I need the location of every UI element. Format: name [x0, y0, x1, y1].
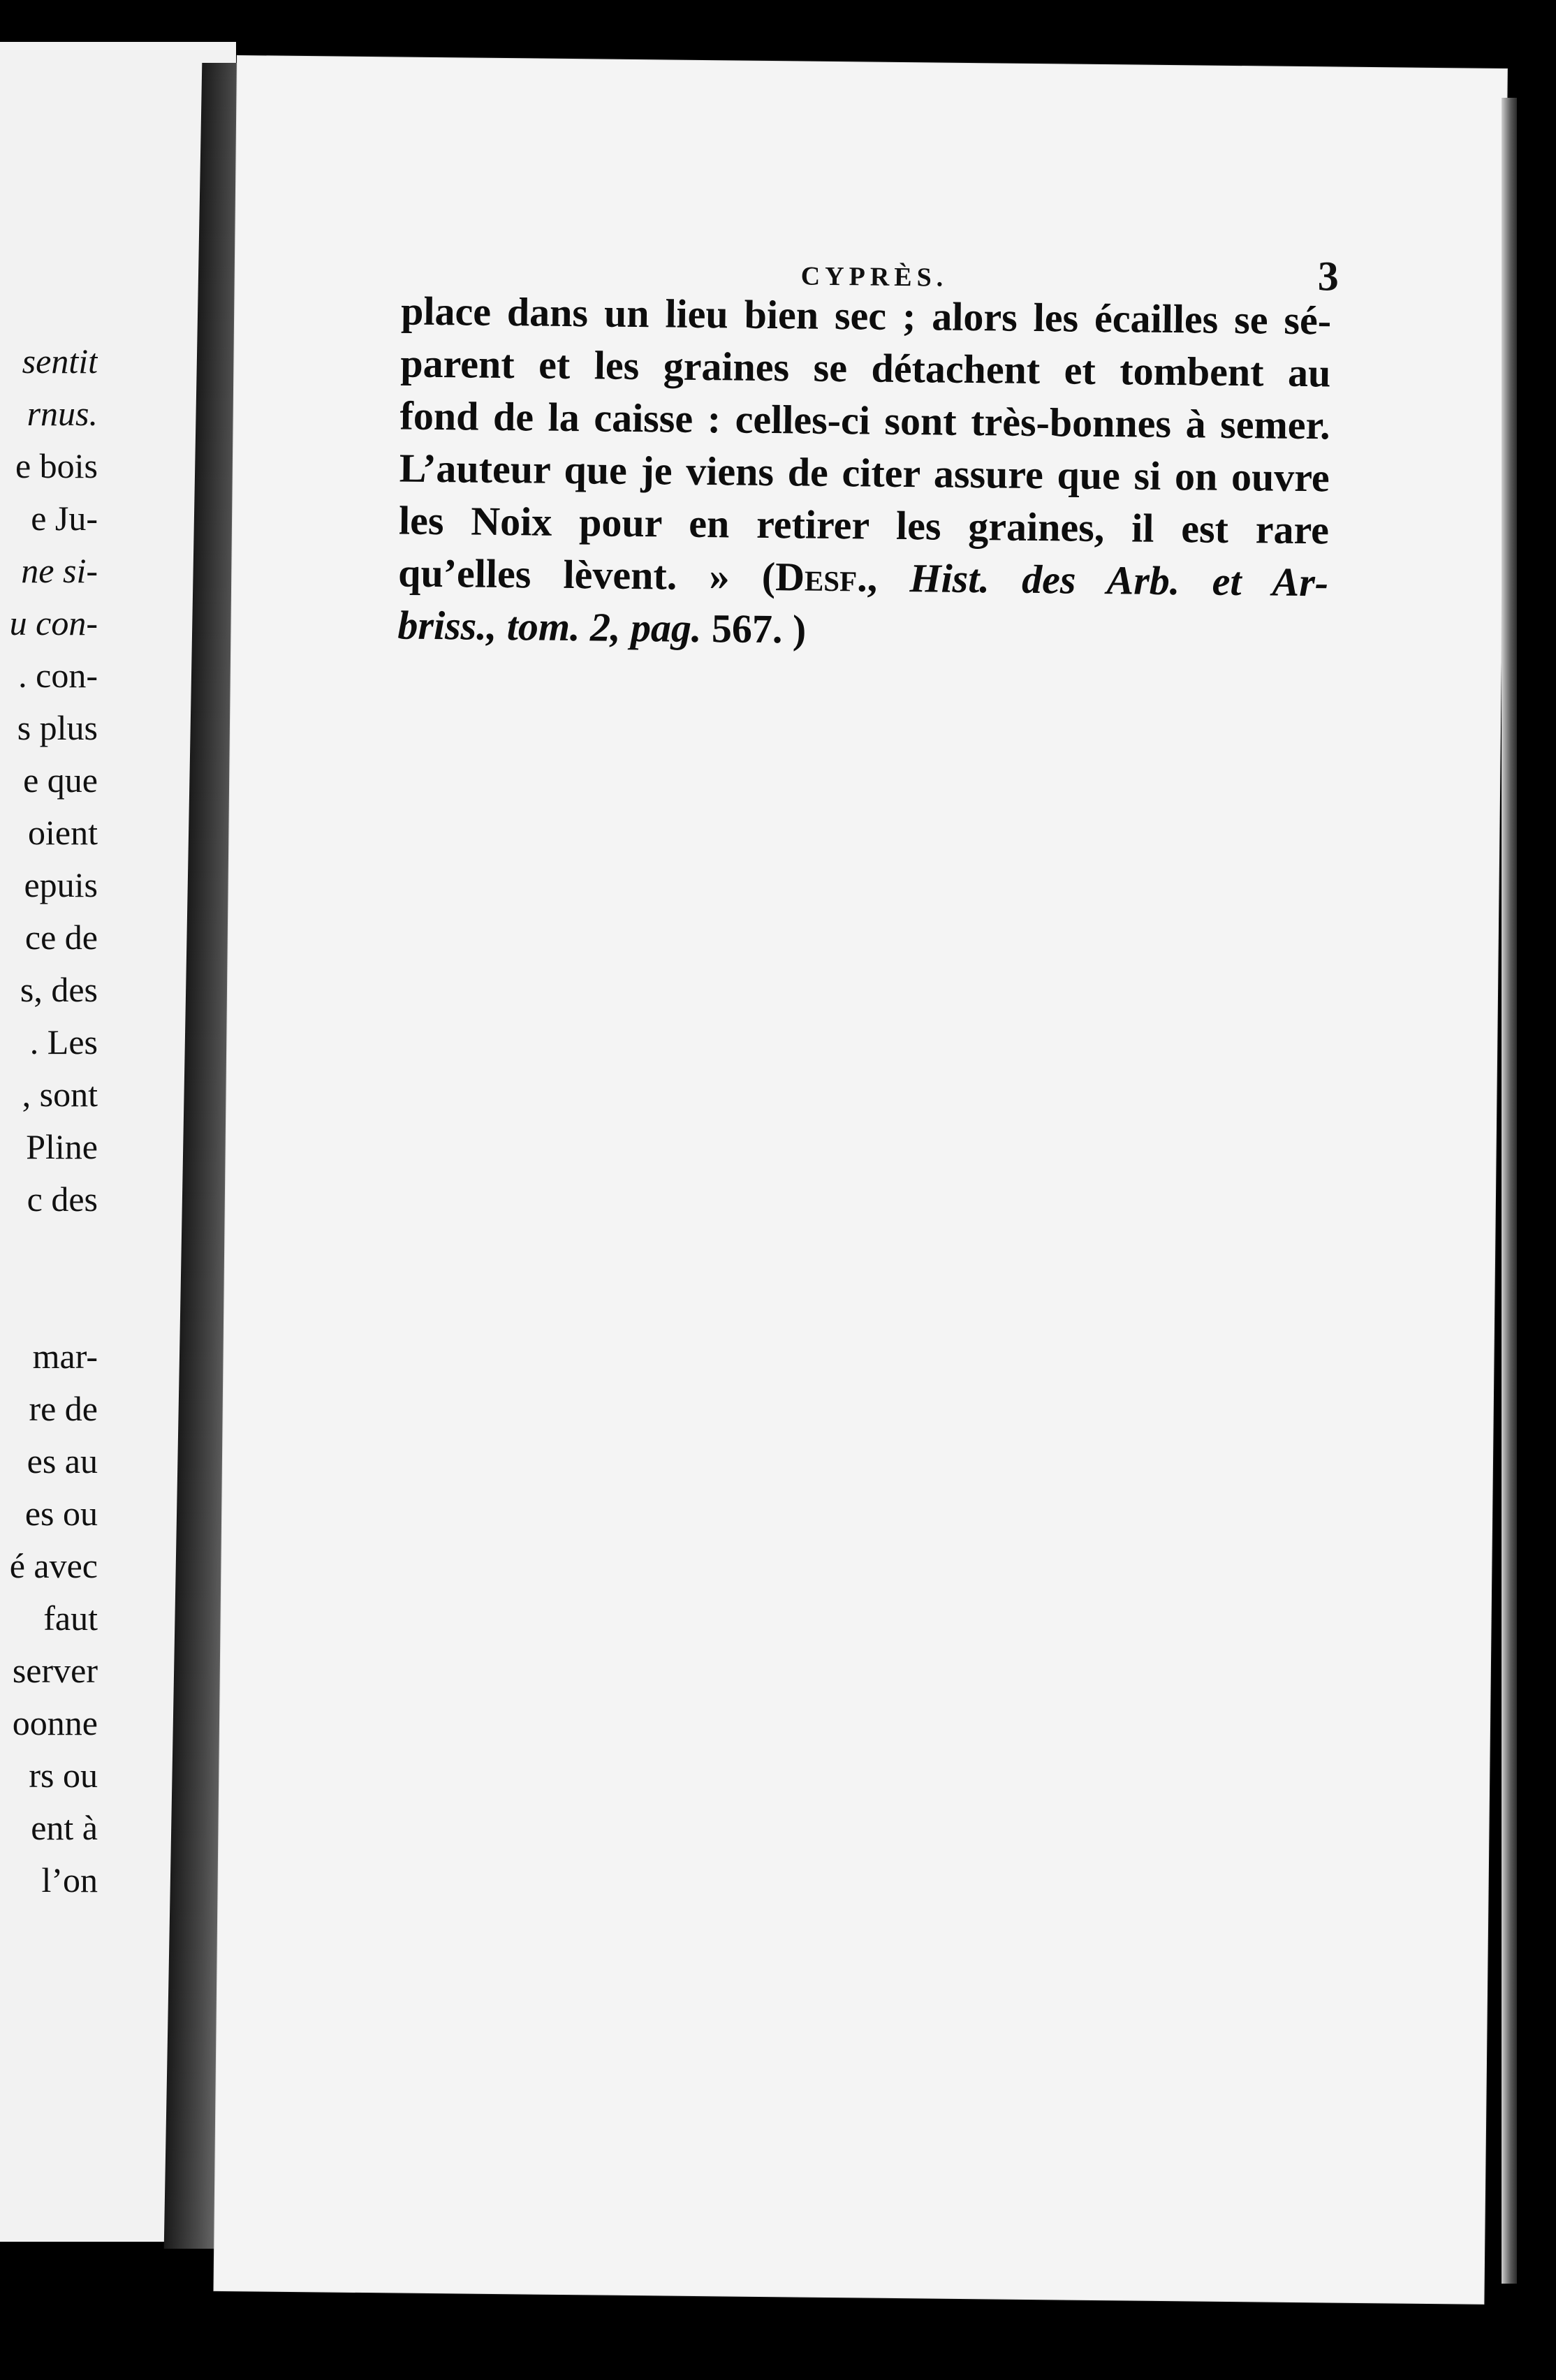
left-line: epuis: [24, 865, 98, 904]
left-line: e bois: [15, 446, 98, 485]
left-line: l’on: [41, 1860, 98, 1900]
left-line: server: [12, 1651, 98, 1690]
left-line: sentit: [22, 341, 98, 381]
left-line: re de: [29, 1389, 98, 1428]
left-line: faut: [43, 1599, 98, 1638]
left-line: ne si-: [21, 551, 98, 590]
left-line: ent à: [31, 1808, 98, 1847]
text-line: les Noix pour en retirer les graines, il est rare: [398, 497, 1330, 553]
left-line: ce de: [24, 918, 98, 957]
left-line: s plus: [17, 708, 98, 747]
left-line: es ou: [24, 1494, 98, 1533]
running-head: CYPRÈS.: [800, 261, 948, 293]
scan-border: [0, 0, 1556, 42]
citation-author: Desf.: [775, 554, 868, 601]
left-line: é avec: [9, 1546, 98, 1585]
left-line-gap: [0, 1226, 98, 1330]
body-paragraph: [397, 284, 1331, 661]
citation-sep: ,: [867, 554, 910, 601]
citation-title: Hist. des Arb. et Ar-: [909, 555, 1329, 605]
left-line: Pline: [26, 1127, 98, 1166]
right-page: [214, 56, 1506, 2304]
left-line: . Les: [29, 1022, 98, 1062]
left-line: . con-: [18, 656, 98, 695]
left-line: es au: [27, 1441, 98, 1481]
text-line: L’auteur que je viens de citer assure que si on ouvre: [399, 445, 1330, 501]
left-line: rnus.: [27, 394, 98, 433]
left-line: s, des: [20, 970, 98, 1009]
text-line: place dans un lieu bien sec ; alors les écailles se sé-: [400, 288, 1332, 344]
left-line: u con-: [9, 603, 98, 642]
text-line: parent et les graines se détachent et tombent au: [400, 340, 1331, 396]
citation-lead: qu’elles lèvent. » (: [397, 550, 776, 600]
left-page-text: [0, 335, 98, 1907]
citation-title-cont: briss., tom. 2, pag.: [397, 602, 702, 652]
left-line: oonne: [12, 1703, 98, 1742]
left-line: rs ou: [29, 1756, 98, 1795]
left-line: e que: [23, 761, 98, 800]
text-line: fond de la caisse : celles-ci sont très-bonnes à semer.: [399, 392, 1330, 448]
text-line-citation: [398, 546, 1329, 608]
page-edge: [1502, 98, 1517, 2284]
text-line-citation-end: [397, 598, 1328, 661]
left-line: mar-: [32, 1337, 98, 1376]
citation-tail: 567. ): [701, 605, 807, 652]
left-line: , sont: [22, 1075, 98, 1114]
show-through-text: [393, 672, 1305, 1084]
left-line: oient: [28, 813, 98, 852]
page-number: 3: [1317, 253, 1340, 300]
left-line: c des: [27, 1180, 98, 1219]
left-line: e Ju-: [31, 499, 98, 538]
